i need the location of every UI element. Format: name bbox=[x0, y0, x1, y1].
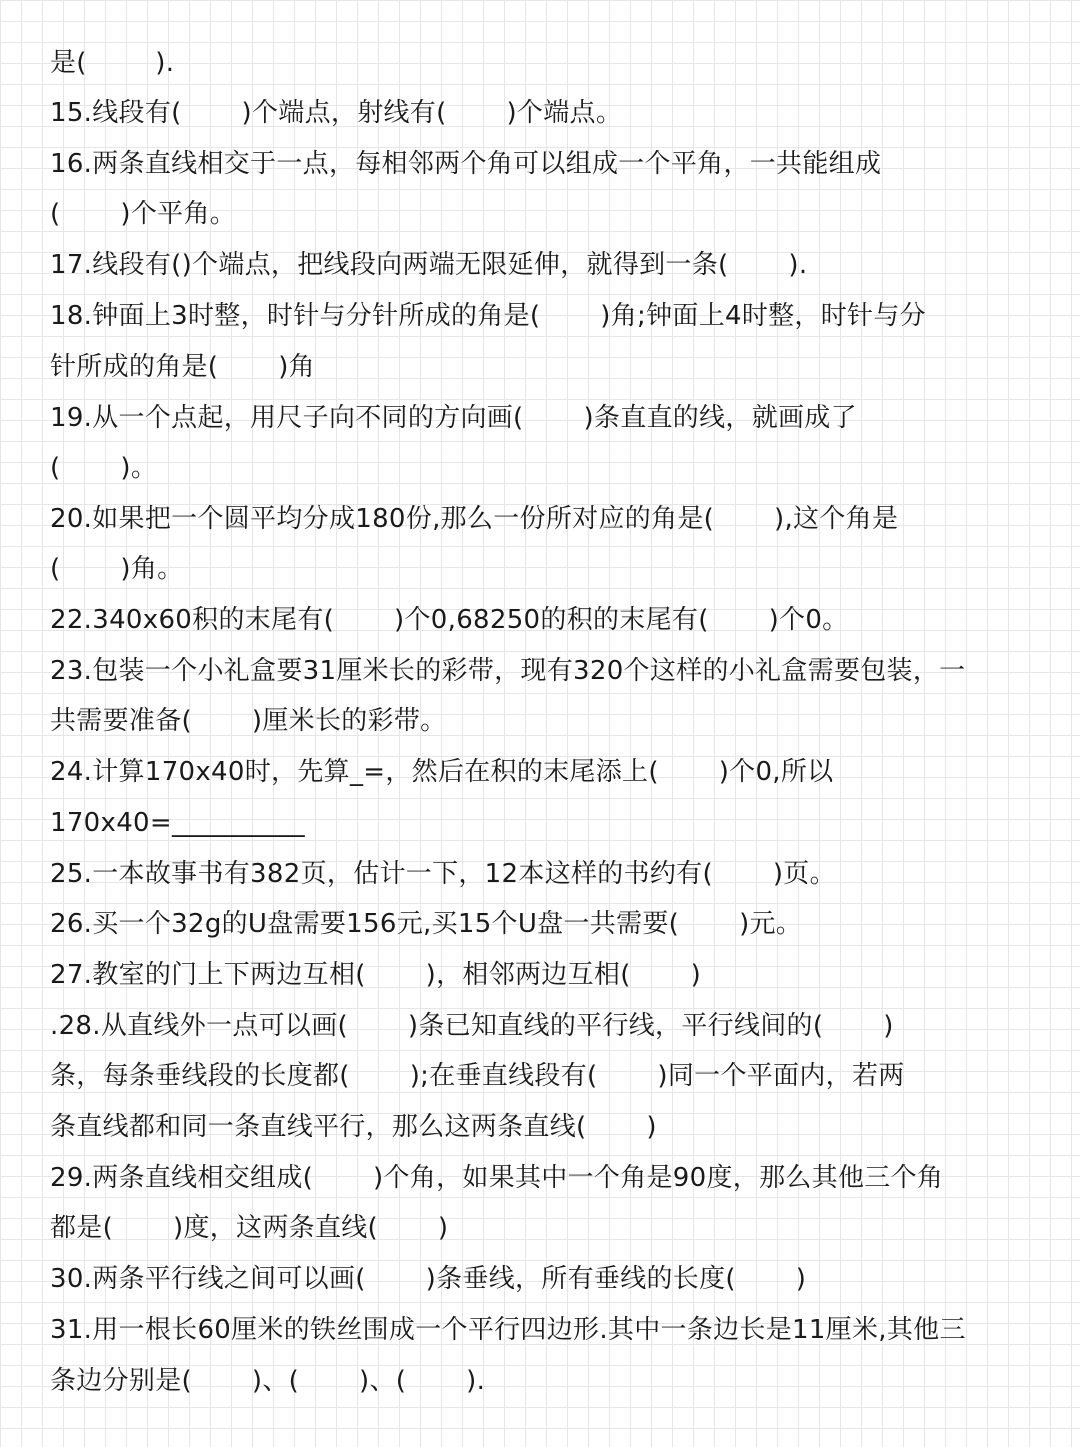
worksheet-line: ( )角。 bbox=[50, 554, 184, 584]
worksheet-line: 条，每条垂线段的长度都( );在垂直线段有( )同一个平面内，若两 bbox=[50, 1061, 905, 1091]
worksheet-line: 170x40=__________ bbox=[50, 808, 305, 838]
worksheet-line: 针所成的角是( )角 bbox=[50, 352, 315, 382]
worksheet-line: 17.线段有()个端点，把线段向两端无限延伸，就得到一条( ). bbox=[50, 250, 808, 280]
worksheet-line: 19.从一个点起，用尺子向不同的方向画( )条直直的线，就画成了 bbox=[50, 403, 857, 433]
worksheet-line: ( )。 bbox=[50, 453, 158, 483]
worksheet-line: 条边分别是( )、( )、( ). bbox=[50, 1366, 486, 1396]
worksheet-line: 20.如果把一个圆平均分成180份,那么一份所对应的角是( ),这个角是 bbox=[50, 504, 899, 534]
worksheet-line: ( )个平角。 bbox=[50, 199, 237, 229]
worksheet-line: 是( ). bbox=[50, 48, 175, 78]
worksheet-line: 25.一本故事书有382页，估计一下，12本这样的书约有( )页。 bbox=[50, 859, 836, 889]
worksheet-line: 15.线段有( )个端点，射线有( )个端点。 bbox=[50, 98, 623, 128]
worksheet-line: 24.计算170x40时，先算_=，然后在积的末尾添上( )个0,所以 bbox=[50, 757, 834, 787]
worksheet-line: .28.从直线外一点可以画( )条已知直线的平行线，平行线间的( ) bbox=[50, 1011, 894, 1041]
worksheet-line: 26.买一个32g的U盘需要156元,买15个U盘一共需要( )元。 bbox=[50, 909, 803, 939]
worksheet-line: 条直线都和同一条直线平行，那么这两条直线( ) bbox=[50, 1112, 657, 1142]
worksheet-line: 都是( )度，这两条直线( ) bbox=[50, 1213, 449, 1243]
worksheet-line: 27.教室的门上下两边互相( )，相邻两边互相( ) bbox=[50, 960, 702, 990]
worksheet-line: 23.包装一个小礼盒要31厘米长的彩带，现有320个这样的小礼盒需要包装，一 bbox=[50, 656, 966, 686]
worksheet-line: 18.钟面上3时整，时针与分针所成的角是( )角;钟面上4时整，时针与分 bbox=[50, 301, 926, 331]
worksheet-line: 共需要准备( )厘米长的彩带。 bbox=[50, 706, 447, 736]
worksheet-line: 29.两条直线相交组成( )个角，如果其中一个角是90度，那么其他三个角 bbox=[50, 1163, 944, 1193]
worksheet-line: 31.用一根长60厘米的铁丝围成一个平行四边形.其中一条边长是11厘米,其他三 bbox=[50, 1315, 966, 1345]
worksheet-line: 30.两条平行线之间可以画( )条垂线，所有垂线的长度( ) bbox=[50, 1264, 807, 1294]
worksheet-line: 16.两条直线相交于一点，每相邻两个角可以组成一个平角，一共能组成 bbox=[50, 149, 882, 179]
worksheet-line: 22.340x60积的末尾有( )个0,68250的积的末尾有( )个0。 bbox=[50, 605, 849, 635]
